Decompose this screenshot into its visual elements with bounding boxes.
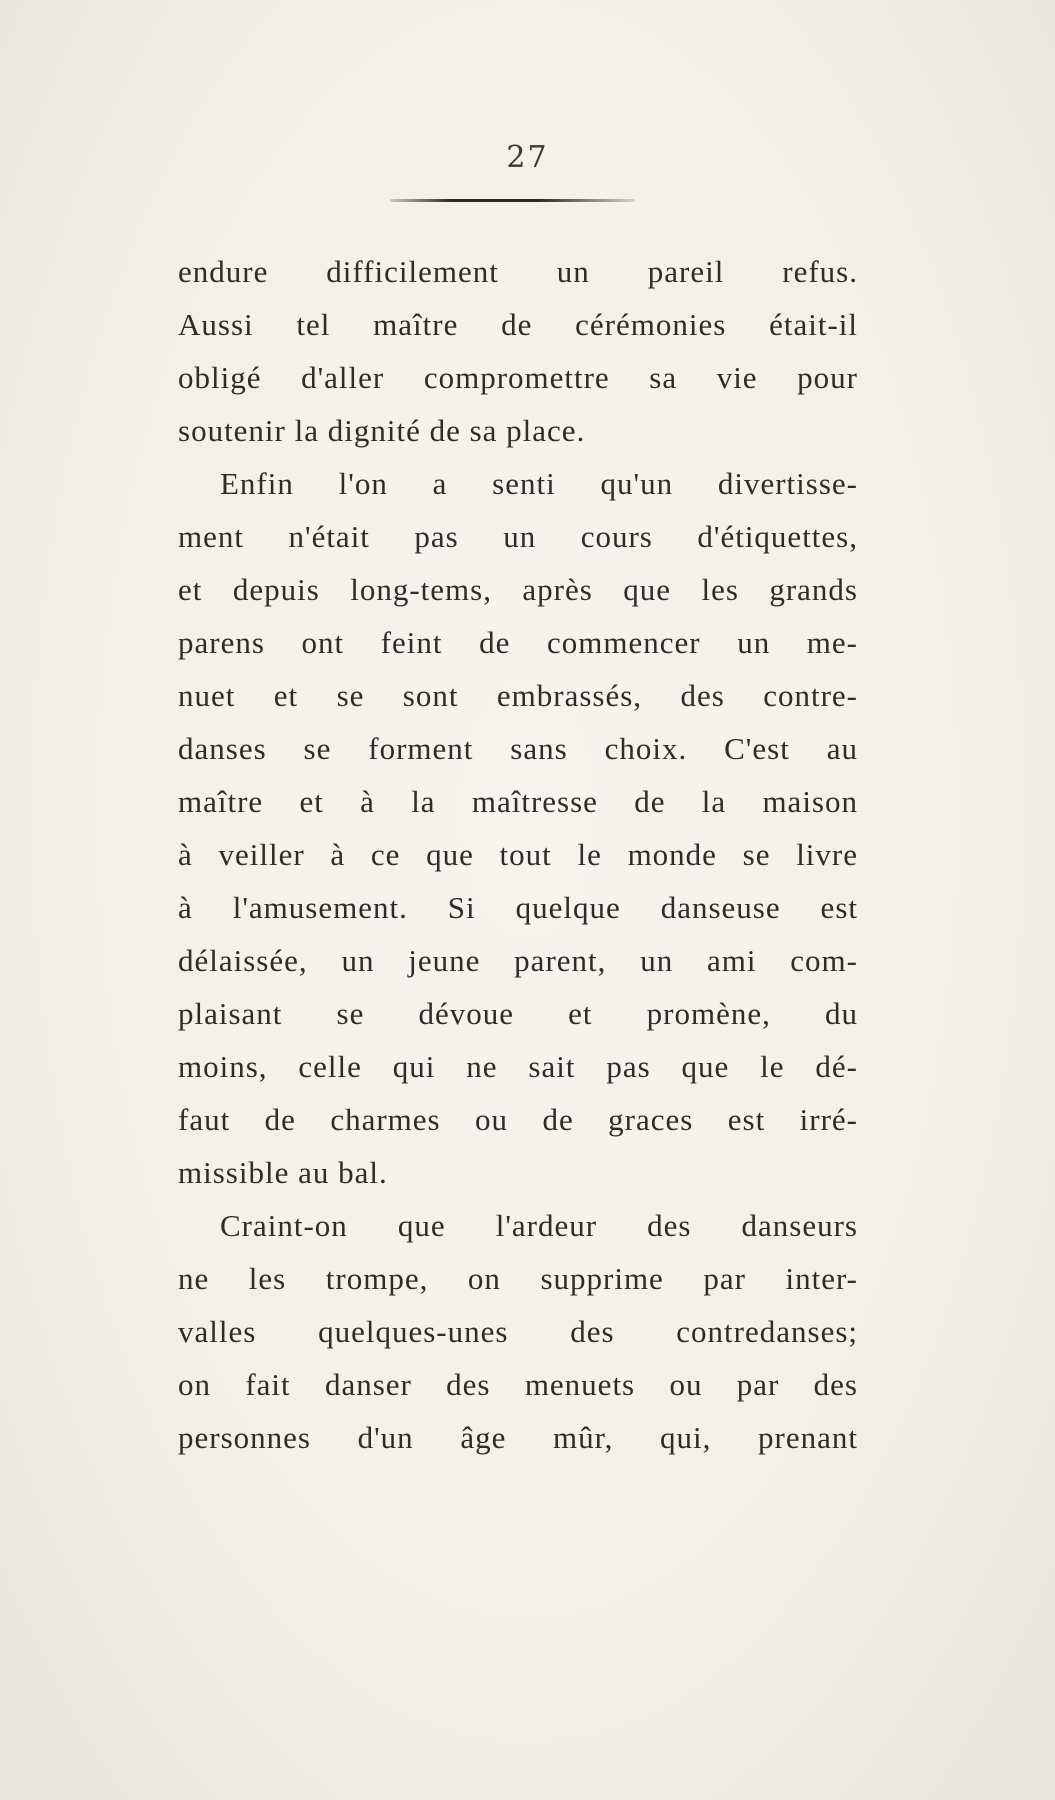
text-line: on fait danser des menuets ou par des [178, 1367, 858, 1402]
text-line: valles quelques-unes des contredanses; [178, 1314, 858, 1349]
text-line: ne les trompe, on supprime par inter- [178, 1261, 858, 1296]
text-line: maître et à la maîtresse de la maison [178, 784, 858, 819]
text-line: Enfin l'on a senti qu'un divertisse- [220, 466, 858, 501]
page-number: 27 [506, 140, 549, 175]
text-line: missible au bal. [178, 1155, 388, 1190]
text-line: ment n'était pas un cours d'étiquettes, [178, 519, 858, 554]
text-line: et depuis long-tems, après que les grands [178, 572, 858, 607]
text-line: parens ont feint de commencer un me- [178, 625, 858, 660]
text-line: délaissée, un jeune parent, un ami com- [178, 943, 858, 978]
text-line: obligé d'aller compromettre sa vie pour [178, 360, 858, 395]
text-line: faut de charmes ou de graces est irré- [178, 1102, 858, 1137]
text-line: nuet et se sont embrassés, des contre- [178, 678, 858, 713]
text-line: endure difficilement un pareil refus. [178, 254, 858, 289]
text-line: Craint-on que l'ardeur des danseurs [220, 1208, 858, 1243]
text-line: à veiller à ce que tout le monde se livre [178, 837, 858, 872]
text-line: soutenir la dignité de sa place. [178, 413, 586, 448]
text-line: Aussi tel maître de cérémonies était-il [178, 307, 858, 342]
text-line: personnes d'un âge mûr, qui, prenant [178, 1420, 858, 1455]
text-line: plaisant se dévoue et promène, du [178, 996, 858, 1031]
text-line: à l'amusement. Si quelque danseuse est [178, 890, 858, 925]
text-line: moins, celle qui ne sait pas que le dé- [178, 1049, 858, 1084]
text-line: danses se forment sans choix. C'est au [178, 731, 858, 766]
body-text [178, 245, 858, 1464]
header-rule [390, 199, 635, 202]
